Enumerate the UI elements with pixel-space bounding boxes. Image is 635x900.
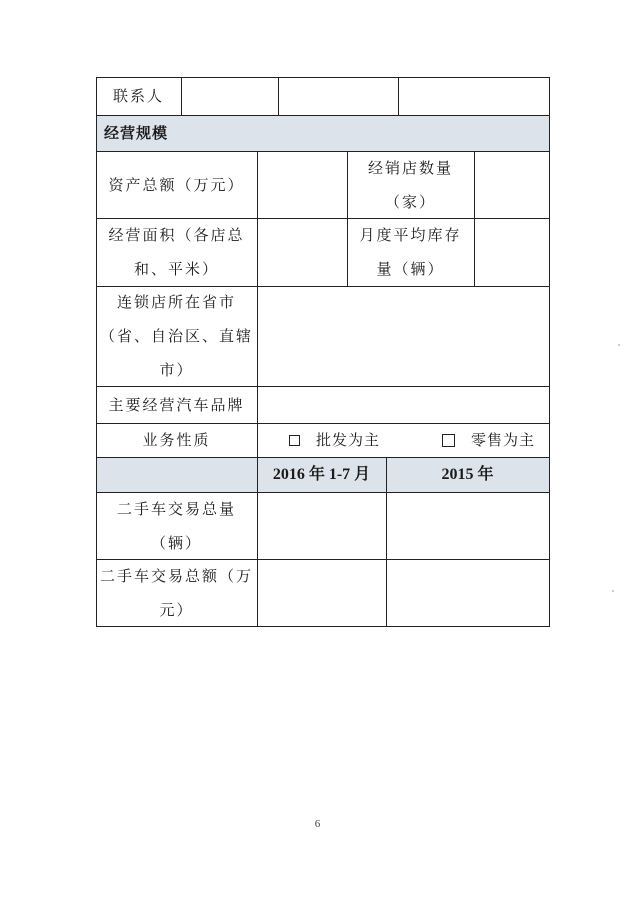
scan-speck (612, 590, 614, 592)
trade-amount-2016-field[interactable] (257, 559, 386, 627)
trade-volume-label: 二手车交易总量 （辆） (116, 499, 236, 552)
business-nature-options (257, 423, 549, 457)
period-2015-header: 2015 年 (441, 465, 494, 483)
contact-label (96, 77, 181, 115)
contact-label-text: 联系人 (112, 87, 164, 105)
area-label: 经营面积（各店总 和、平米） (108, 226, 245, 278)
inventory-field[interactable] (474, 218, 549, 286)
wholesale-option[interactable]: 批发为主 (289, 423, 380, 457)
page-number: 6 (314, 818, 321, 830)
chain-location-label: 连锁店所在省市 （省、自治区、直辖 市） (99, 293, 253, 379)
brands-field[interactable] (257, 386, 549, 423)
assets-label: 资产总额（万元） (108, 175, 245, 194)
trade-amount-label: 二手车交易总额（万 元） (99, 567, 253, 619)
contact-field-1[interactable] (181, 77, 278, 115)
wholesale-checkbox[interactable] (289, 435, 300, 446)
dealer-count-field[interactable] (474, 151, 549, 218)
area-field[interactable] (257, 218, 347, 286)
chain-location-field[interactable] (257, 286, 549, 386)
brands-label: 主要经营汽车品牌 (108, 395, 245, 414)
retail-option[interactable]: 零售为主 (442, 423, 535, 457)
period-2016-header: 2016 年 1-7 月 (272, 465, 371, 483)
scan-speck (618, 344, 620, 346)
trade-volume-2016-field[interactable] (257, 492, 386, 559)
contact-field-3[interactable] (398, 77, 549, 115)
trade-amount-2015-field[interactable] (386, 559, 549, 627)
inventory-label: 月度平均库存 量（辆） (359, 226, 462, 278)
contact-field-2[interactable] (278, 77, 398, 115)
assets-field[interactable] (257, 151, 347, 218)
retail-checkbox[interactable] (442, 434, 455, 447)
section-scale-title: 经营规模 (104, 124, 169, 142)
trade-volume-2015-field[interactable] (386, 492, 549, 559)
business-nature-label: 业务性质 (142, 431, 211, 449)
dealer-count-label: 经销店数量 （家） (367, 158, 453, 211)
